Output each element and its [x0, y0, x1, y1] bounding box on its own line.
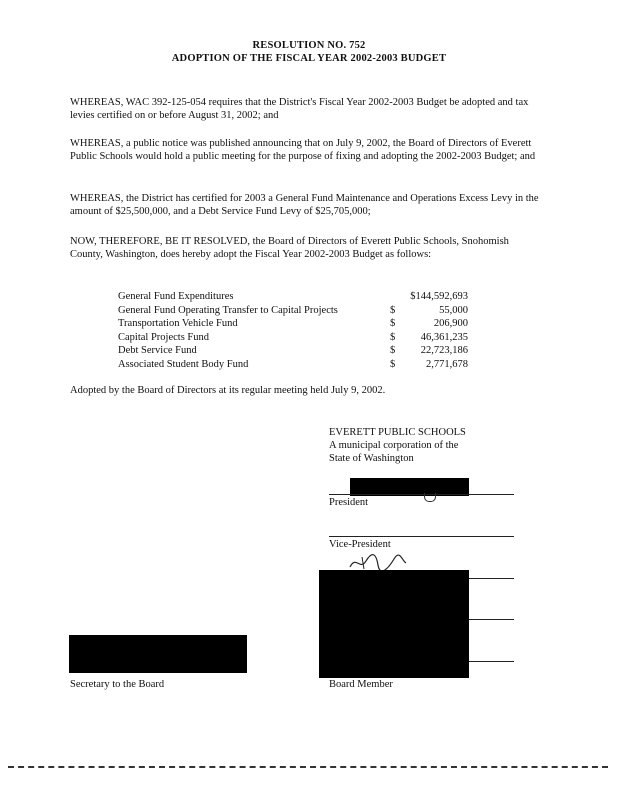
budget-row — [118, 290, 468, 304]
page-bottom-rule — [8, 766, 608, 768]
resolution-title: RESOLUTION NO. 752 — [252, 40, 366, 51]
budget-fund-name: General Fund Expenditures — [118, 291, 234, 302]
board-signature-line-2 — [469, 619, 514, 620]
board-member-label: Board Member — [329, 679, 393, 690]
budget-fund-name: Capital Projects Fund — [118, 331, 209, 343]
board-signature-line-3 — [469, 661, 514, 662]
whereas-paragraph-2: WHEREAS, a public notice was published announcing that on July 9, 2002, the Board of Directors of Everett Public Schools would hold a public meeting for the purpose of fixing and adopting the 2002-2003 Budget; and — [70, 138, 536, 162]
budget-amount: 46,361,235 — [420, 331, 468, 343]
president-signature-line — [329, 494, 514, 495]
budget-fund-name: General Fund Operating Transfer to Capital Projects — [118, 304, 338, 316]
budget-amount: $144,592,693 — [410, 291, 468, 302]
budget-fund-name: Associated Student Body Fund — [118, 358, 249, 370]
redacted-signatures-board — [319, 570, 469, 678]
secretary-label: Secretary to the Board — [70, 679, 165, 690]
budget-amount: 22,723,186 — [420, 345, 468, 356]
org-block — [329, 426, 466, 465]
budget-row — [118, 358, 468, 372]
vice-president-signature-line — [329, 536, 514, 537]
org-name: EVERETT PUBLIC SCHOOLS — [329, 427, 466, 438]
budget-amount: 55,000 — [439, 304, 468, 316]
budget-amount: 206,900 — [433, 318, 468, 329]
budget-currency: $ — [390, 345, 396, 356]
budget-row — [118, 317, 468, 331]
resolution-subtitle: ADOPTION OF THE FISCAL YEAR 2002-2003 BUDGET — [171, 53, 447, 64]
resolved-paragraph: NOW, THEREFORE, BE IT RESOLVED, the Board of Directors of Everett Public Schools, Snohomish County, Washington, does hereby adopt the Fiscal Year 2002-2003 Budget as follows: — [70, 236, 509, 260]
budget-currency — [390, 290, 402, 304]
budget-currency: $ — [390, 304, 396, 316]
whereas-paragraph-3: WHEREAS, the District has certified for 2003 a General Fund Maintenance and Operations Excess Levy in the amount of $25,500,000, and a Debt Service Fund Levy of $25,705,000; — [70, 193, 539, 217]
budget-row — [118, 304, 468, 318]
budget-fund-name: Debt Service Fund — [118, 345, 197, 356]
adopted-statement: Adopted by the Board of Directors at its regular meeting held July 9, 2002. — [70, 385, 386, 396]
vice-president-label: Vice-President — [329, 539, 391, 550]
budget-row — [118, 331, 468, 345]
budget-currency: $ — [390, 331, 396, 343]
org-description: A municipal corporation of the — [329, 440, 459, 451]
redacted-signature-secretary — [69, 635, 247, 673]
budget-table — [118, 290, 468, 371]
org-state: State of Washington — [329, 453, 414, 464]
board-signature-line-1 — [469, 578, 514, 579]
budget-fund-name: Transportation Vehicle Fund — [118, 318, 238, 329]
budget-amount: 2,771,678 — [426, 358, 468, 370]
whereas-paragraph-1: WHEREAS, WAC 392-125-054 requires that the District's Fiscal Year 2002-2003 Budget be adopted and tax levies certified on or before August 31, 2002; and — [70, 97, 529, 121]
budget-currency: $ — [390, 318, 396, 329]
president-label: President — [329, 497, 369, 508]
budget-currency: $ — [390, 358, 396, 370]
budget-row — [118, 344, 468, 358]
